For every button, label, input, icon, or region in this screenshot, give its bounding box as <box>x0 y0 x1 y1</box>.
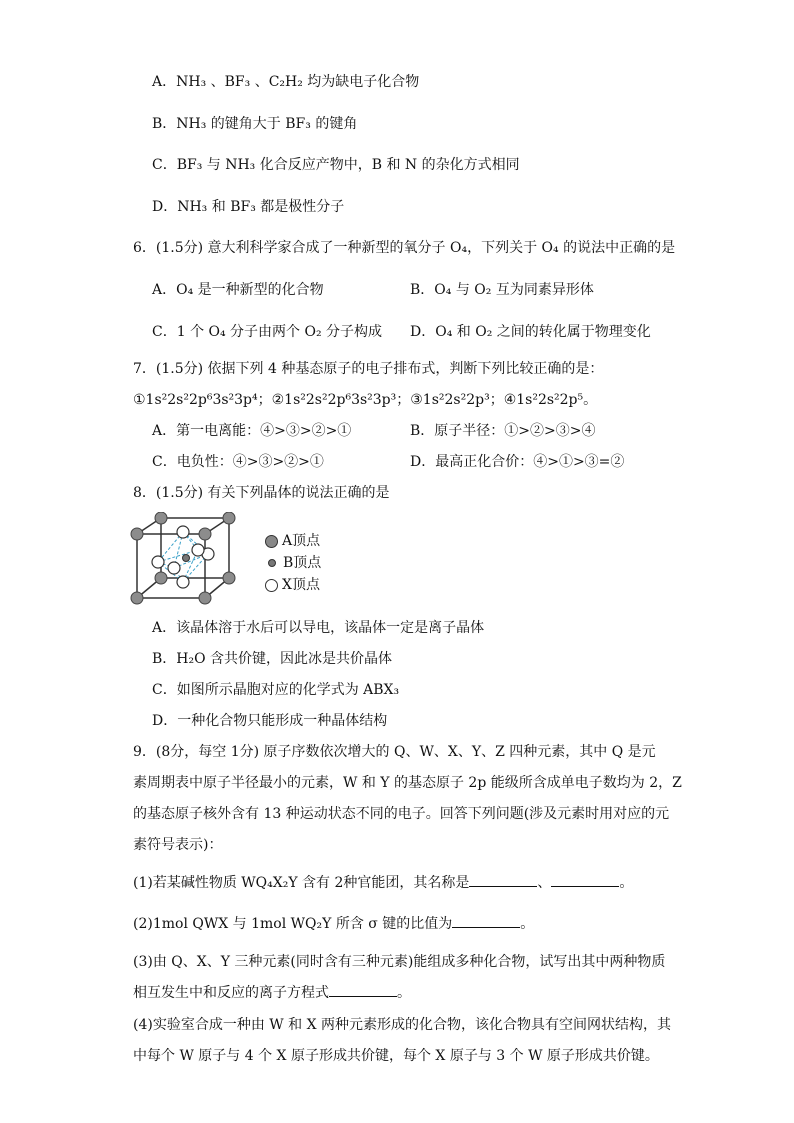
q7-option-d: D．最高正化合价：④>①>③=② <box>410 454 625 470</box>
q7-option-b: B．原子半径：①>②>③>④ <box>410 423 596 439</box>
q9-part3-line1: (3)由 Q、X、Y 三种元素(同时含有三种元素)能组成多种化合物，试写出其中两种物质 <box>133 954 666 970</box>
answer-blank-2[interactable] <box>452 915 520 928</box>
q8-option-a: A．该晶体溶于水后可以导电，该晶体一定是离子晶体 <box>152 620 485 636</box>
legend-x <box>265 576 320 594</box>
q9-part2-end: 。 <box>520 916 535 932</box>
q5-option-d: D．NH₃ 和 BF₃ 都是极性分子 <box>152 199 345 215</box>
q9-part3-line2 <box>133 983 411 1003</box>
q9-part3-end: 。 <box>397 985 411 1001</box>
b-atom <box>183 555 190 562</box>
legend-x-marker <box>265 579 278 592</box>
q7-configs: ①1s²2s²2p⁶3s²3p⁴；②1s²2s²2p⁶3s²3p³；③1s²2s²2p³；④1s²2s²2p⁵。 <box>133 392 598 408</box>
q9-stem-line3: 的基态原子核外含有 13 种运动状态不同的电子。回答下列问题(涉及元素时用对应的元 <box>133 806 670 822</box>
q7-stem: 7．(1.5分) 依据下列 4 种基态原子的电子排布式，判断下列比较正确的是： <box>133 361 604 377</box>
q9-part1-sep: 、 <box>537 875 552 891</box>
q7-option-c: C．电负性：④>③>②>① <box>152 454 324 470</box>
answer-blank-1b[interactable] <box>551 874 619 887</box>
q7-option-a: A．第一电离能：④>③>②>① <box>152 423 352 439</box>
q6-option-a: A．O₄ 是一种新型的化合物 <box>152 282 324 298</box>
q8-option-b: B．H₂O 含共价键，因此冰是共价晶体 <box>152 651 393 667</box>
legend-x-label: X顶点 <box>282 577 320 593</box>
q9-part4-line2: 中每个 W 原子与 4 个 X 原子形成共价键，每个 X 原子与 3 个 W 原子形成共价键。 <box>133 1048 659 1064</box>
q6-option-d: D．O₄ 和 O₂ 之间的转化属于物理变化 <box>410 324 651 340</box>
q5-option-a: A．NH₃ 、BF₃ 、C₂H₂ 均为缺电子化合物 <box>152 74 420 90</box>
q9-part1-text: (1)若某碱性物质 WQ₄X₂Y 含有 2种官能团，其名称是 <box>133 875 470 891</box>
q6-option-c: C．1 个 O₄ 分子由两个 O₂ 分子构成 <box>152 324 383 340</box>
q8-option-c: C．如图所示晶胞对应的化学式为 ABX₃ <box>152 682 400 698</box>
q9-stem-line2: 素周期表中原子半径最小的元素，W 和 Y 的基态原子 2p 能级所含成单电子数均为 2，Z <box>133 775 682 791</box>
q9-stem-line4: 素符号表示)： <box>133 837 223 853</box>
legend-b <box>265 554 321 572</box>
q9-stem-line1: 9．(8分，每空 1分) 原子序数依次增大的 Q、W、X、Y、Z 四种元素，其中 Q 是元 <box>133 744 656 760</box>
legend-a-marker <box>265 535 278 548</box>
answer-blank-1a[interactable] <box>469 874 537 887</box>
q9-part1 <box>133 873 633 893</box>
q9-part1-end: 。 <box>619 875 634 891</box>
q6-stem: 6．(1.5分) 意大利科学家合成了一种新型的氧分子 O₄，下列关于 O₄ 的说法中正确的是 <box>133 240 676 256</box>
answer-blank-3[interactable] <box>329 984 397 997</box>
q5-option-b: B．NH₃ 的键角大于 BF₃ 的键角 <box>152 116 358 132</box>
q9-part2 <box>133 914 534 934</box>
q8-option-d: D．一种化合物只能形成一种晶体结构 <box>152 713 388 729</box>
legend-b-label: B顶点 <box>283 555 322 571</box>
q6-option-b: B．O₄ 与 O₂ 互为同素异形体 <box>410 282 594 298</box>
q9-part3-text: 相互发生中和反应的离子方程式 <box>133 985 329 1001</box>
q8-stem: 8．(1.5分) 有关下列晶体的说法正确的是 <box>133 485 390 501</box>
legend-b-marker <box>268 559 276 567</box>
q9-part4-line1: (4)实验室合成一种由 W 和 X 两种元素形成的化合物，该化合物具有空间网状结构，其 <box>133 1017 671 1033</box>
q5-option-c: C．BF₃ 与 NH₃ 化合反应产物中，B 和 N 的杂化方式相同 <box>152 157 520 173</box>
q9-part2-text: (2)1mol QWX 与 1mol WQ₂Y 所含 σ 键的比值为 <box>133 916 453 932</box>
legend-a-label: A顶点 <box>282 533 321 549</box>
legend-a <box>265 532 320 550</box>
crystal-cell-diagram <box>128 512 240 608</box>
